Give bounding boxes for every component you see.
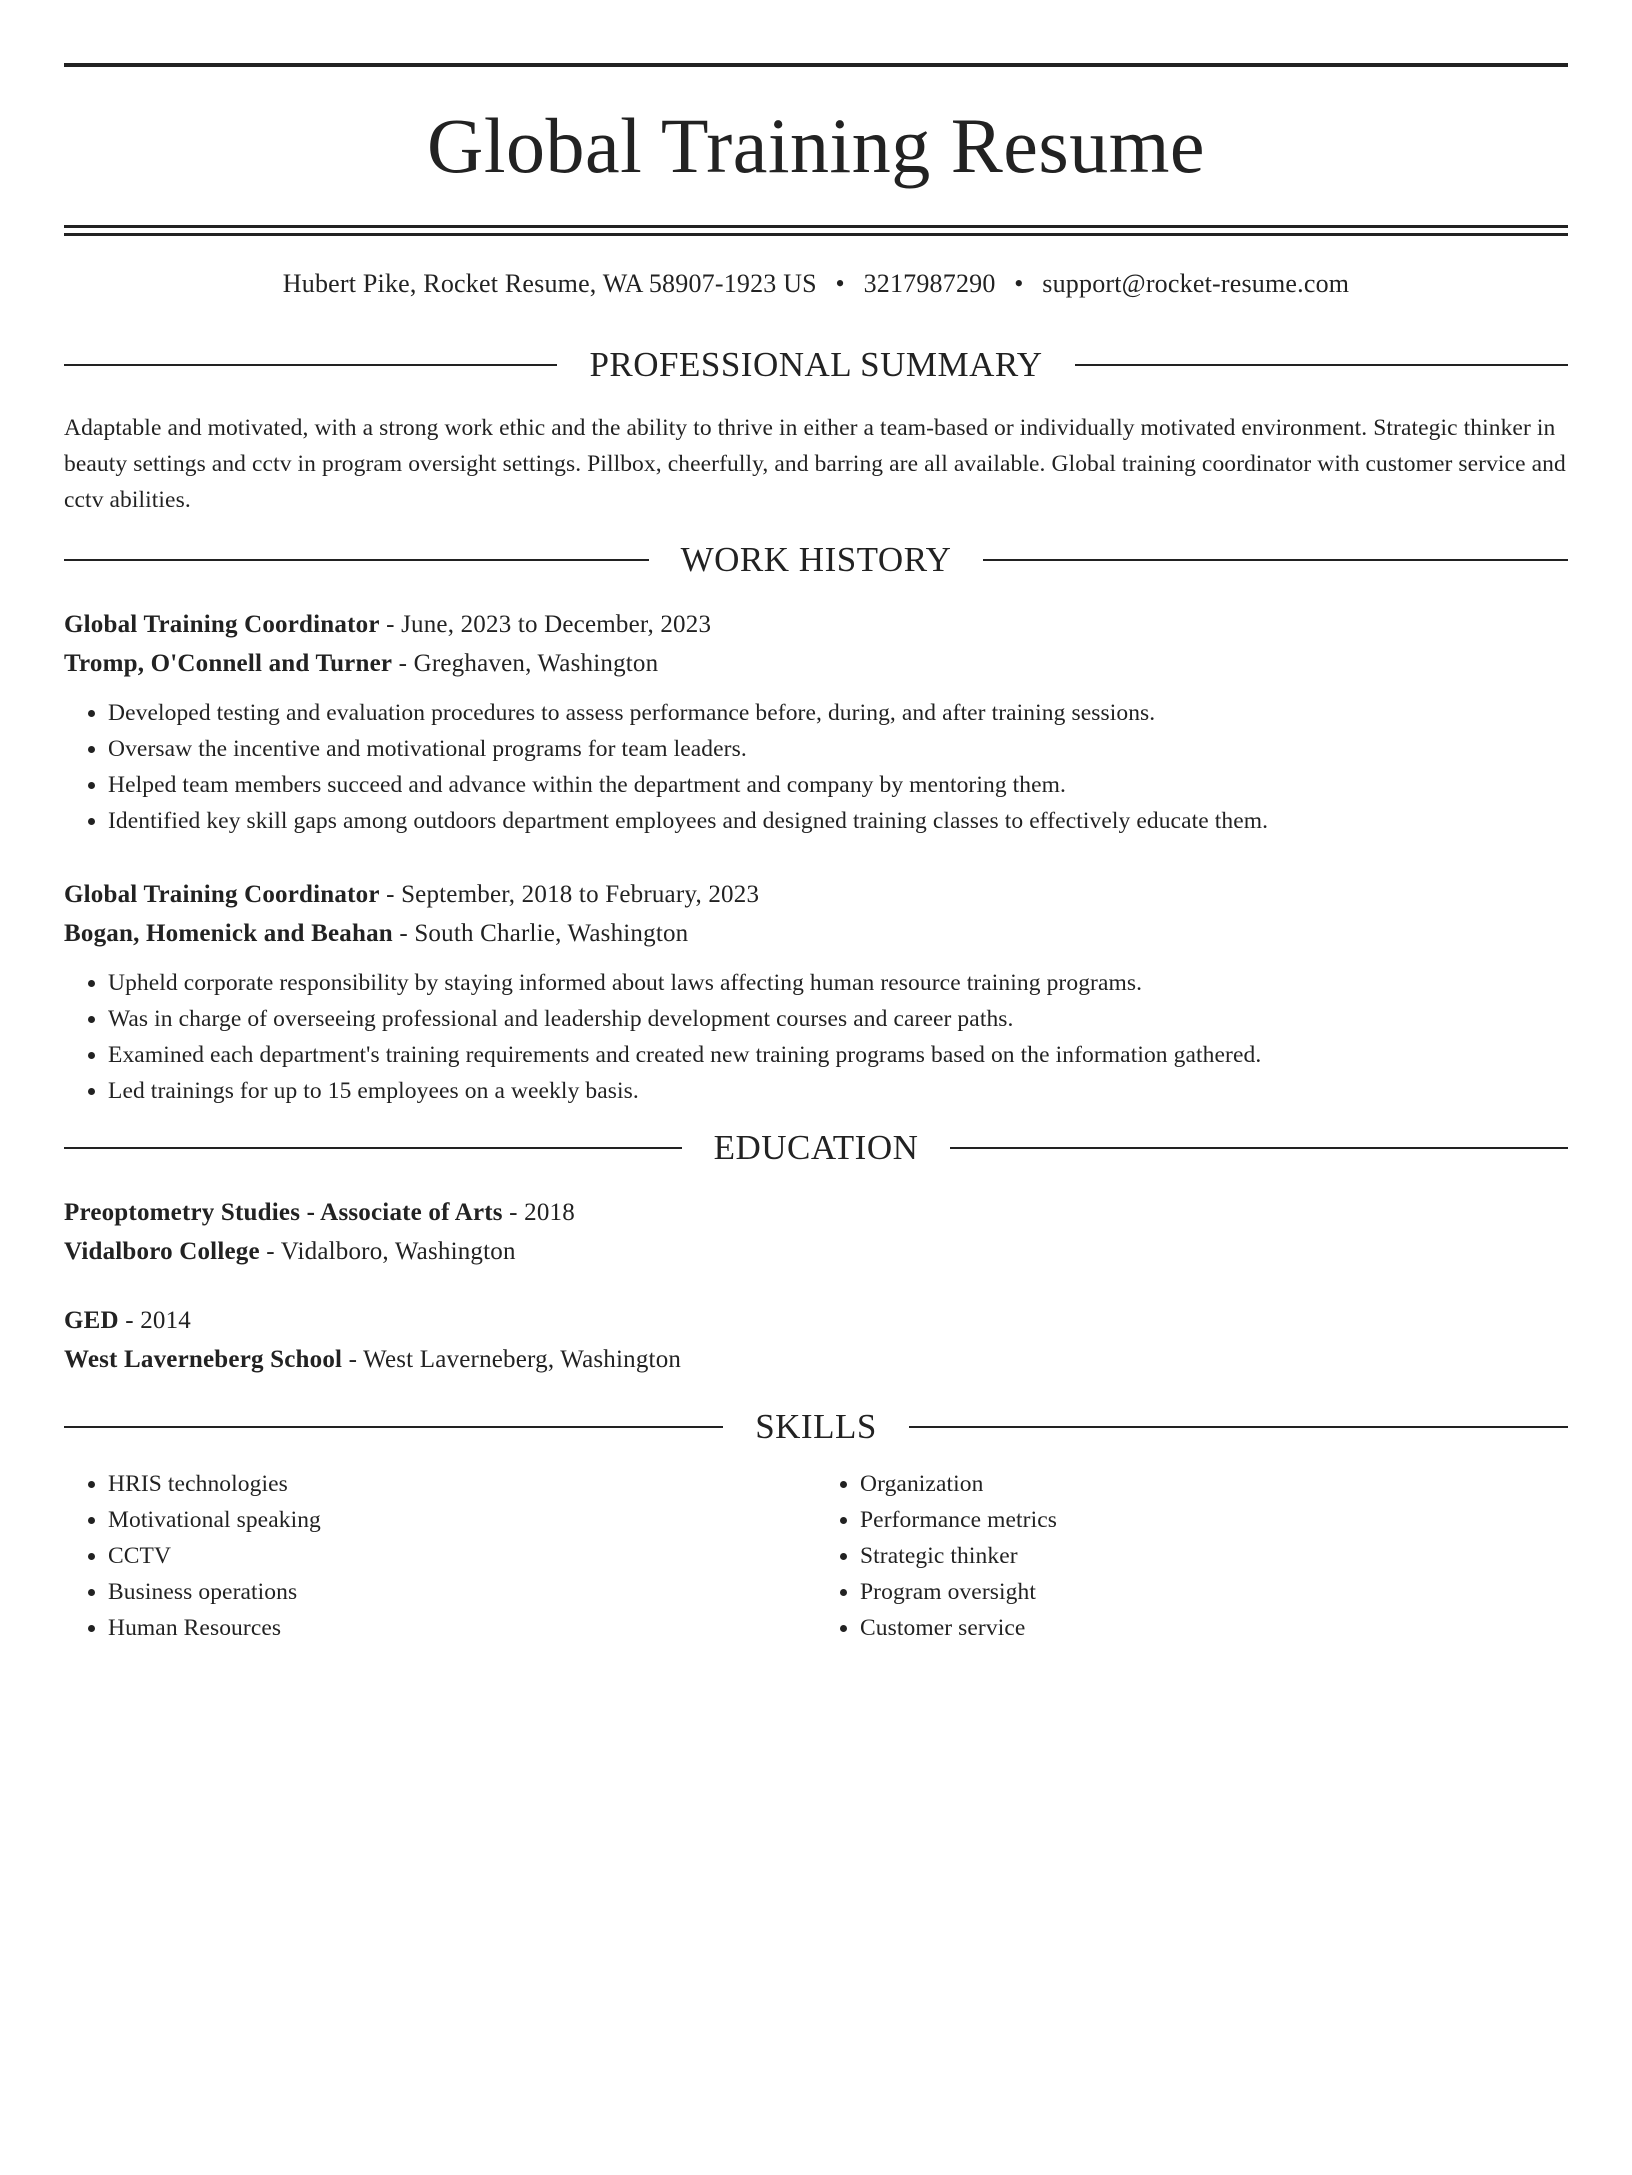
skill-item: • HRIS technologies xyxy=(108,1466,816,1502)
school-location: - Vidalboro, Washington xyxy=(259,1238,516,1265)
job-title-line xyxy=(64,875,1568,914)
contact-line xyxy=(64,268,1568,300)
job-dates: - September, 2018 to February, 2023 xyxy=(379,881,760,908)
heading-rule-right xyxy=(1075,364,1568,366)
degree-line xyxy=(64,1193,1568,1232)
education-entry xyxy=(64,1193,1568,1271)
job-location: - South Charlie, Washington xyxy=(392,920,689,947)
summary-text: Adaptable and motivated, with a strong work ethic and the ability to thrive in either a team-based or individually motivated environment. Strategic thinker in beauty settings and cctv in program oversight settings. Pillbox, cheerfully, and barring are all available. Global training coordinator with customer service and cctv abilities. xyxy=(64,415,1566,513)
school-location: - West Laverneberg, Washington xyxy=(342,1346,682,1373)
heading-rule-right xyxy=(909,1426,1568,1428)
job-bullet: • Identified key skill gaps among outdoors department employees and designed training classes to effectively educate them. xyxy=(108,803,1568,839)
job-company-line xyxy=(64,644,1568,683)
heading-rule-right xyxy=(983,559,1568,561)
summary-section-heading xyxy=(64,344,1568,386)
top-rule xyxy=(64,63,1568,67)
skill-item: • Human Resources xyxy=(108,1610,816,1646)
job-bullet: • Was in charge of overseeing professional and leadership development courses and career paths. xyxy=(108,1001,1568,1037)
job-bullet: • Helped team members succeed and advance within the department and company by mentoring them. xyxy=(108,767,1568,803)
job-bullet: • Led trainings for up to 15 employees on a weekly basis. xyxy=(108,1073,1568,1109)
skills-section-heading xyxy=(64,1406,1568,1448)
job-dates: - June, 2023 to December, 2023 xyxy=(379,611,712,638)
contact-phone: 3217987290 xyxy=(863,269,996,298)
heading-rule-right xyxy=(950,1147,1568,1149)
job-company-line xyxy=(64,914,1568,953)
skills-columns xyxy=(64,1466,1568,1646)
skill-item: • Strategic thinker xyxy=(860,1538,1568,1574)
job-bullet: • Examined each department's training requirements and created new training programs based on the information gathered. xyxy=(108,1037,1568,1073)
work-heading-label: WORK HISTORY xyxy=(680,540,952,579)
job-title: Global Training Coordinator xyxy=(64,611,380,638)
job-title: Global Training Coordinator xyxy=(64,881,380,908)
graduation-year: - 2018 xyxy=(502,1199,575,1226)
job-bullet-list xyxy=(64,965,1568,1109)
skill-item: • Business operations xyxy=(108,1574,816,1610)
summary-heading-label: PROFESSIONAL SUMMARY xyxy=(589,345,1043,384)
degree: Preoptometry Studies - Associate of Arts xyxy=(64,1199,503,1226)
contact-email: support@rocket-resume.com xyxy=(1042,269,1350,298)
school: Vidalboro College xyxy=(64,1238,260,1265)
job-title-line xyxy=(64,605,1568,644)
skill-item: • Performance metrics xyxy=(860,1502,1568,1538)
degree: GED xyxy=(64,1307,119,1334)
job-bullet-list xyxy=(64,695,1568,839)
work-section-heading xyxy=(64,539,1568,581)
education-heading-label: EDUCATION xyxy=(713,1128,919,1167)
contact-separator: • xyxy=(1014,269,1024,298)
job-bullet: • Developed testing and evaluation procedures to assess performance before, during, and after training sessions. xyxy=(108,695,1568,731)
school: West Laverneberg School xyxy=(64,1346,343,1373)
skills-list-right xyxy=(816,1466,1568,1646)
resume-page xyxy=(0,63,1632,2175)
skills-heading-label: SKILLS xyxy=(755,1407,877,1446)
job-company: Bogan, Homenick and Beahan xyxy=(64,920,393,947)
heading-rule-left xyxy=(64,559,649,561)
heading-rule-left xyxy=(64,1147,682,1149)
title-double-rule xyxy=(64,225,1568,236)
job-bullet: • Upheld corporate responsibility by staying informed about laws affecting human resource training programs. xyxy=(108,965,1568,1001)
job-location: - Greghaven, Washington xyxy=(392,650,659,677)
heading-rule-left xyxy=(64,1426,723,1428)
skill-item: • Motivational speaking xyxy=(108,1502,816,1538)
contact-address: Hubert Pike, Rocket Resume, WA 58907-1923 US xyxy=(282,269,817,298)
education-entry xyxy=(64,1301,1568,1379)
skill-item: • Program oversight xyxy=(860,1574,1568,1610)
school-line xyxy=(64,1340,1568,1379)
skill-item: • Customer service xyxy=(860,1610,1568,1646)
education-section-heading xyxy=(64,1127,1568,1169)
skill-item: • Organization xyxy=(860,1466,1568,1502)
resume-title: Global Training Resume xyxy=(426,102,1205,189)
job-company: Tromp, O'Connell and Turner xyxy=(64,650,393,677)
job-entry xyxy=(64,605,1568,839)
contact-separator: • xyxy=(835,269,845,298)
skill-item: • CCTV xyxy=(108,1538,816,1574)
graduation-year: - 2014 xyxy=(118,1307,192,1334)
degree-line xyxy=(64,1301,1568,1340)
school-line xyxy=(64,1232,1568,1271)
job-entry xyxy=(64,875,1568,1109)
job-bullet: • Oversaw the incentive and motivational programs for team leaders. xyxy=(108,731,1568,767)
heading-rule-left xyxy=(64,364,557,366)
skills-list-left xyxy=(64,1466,816,1646)
